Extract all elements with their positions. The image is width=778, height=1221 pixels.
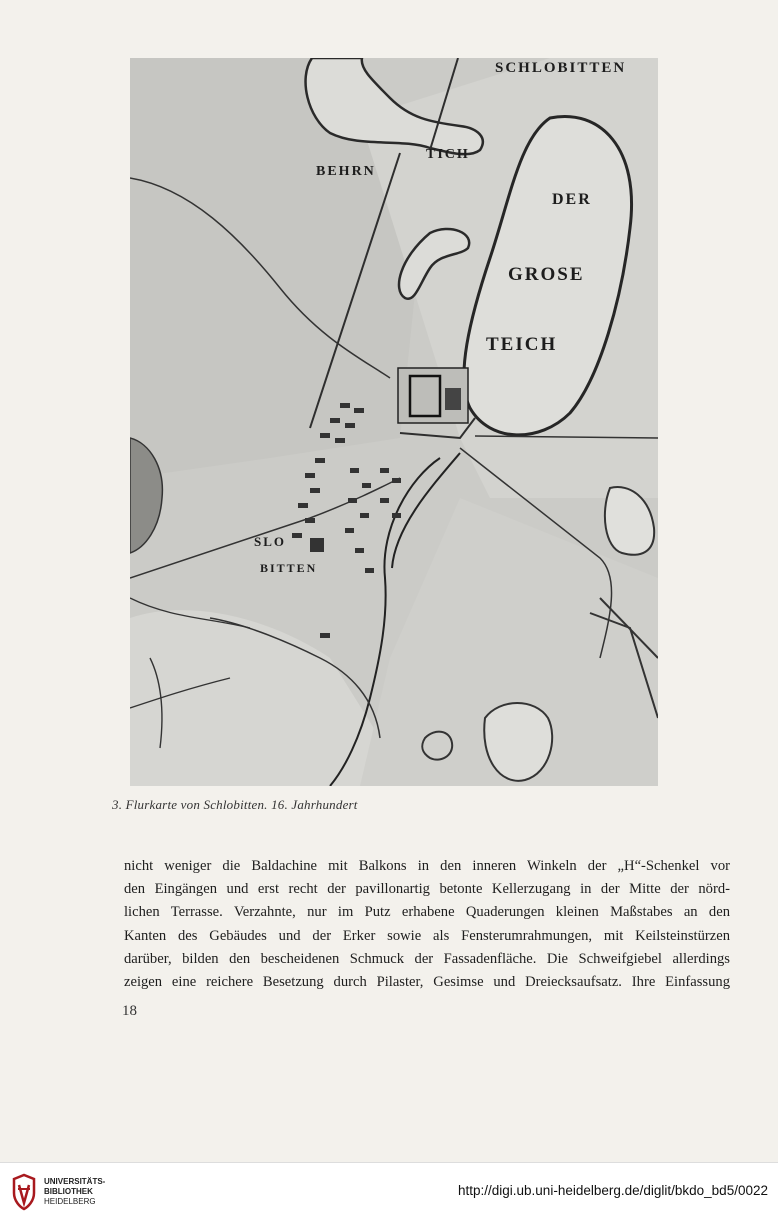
library-name[interactable] [44,1177,105,1207]
historic-field-map [130,58,658,786]
permalink-url[interactable]: http://digi.ub.uni-heidelberg.de/diglit/bkdo_bd5/0022 [458,1183,768,1198]
body-line: zeigen eine reichere Besetzung durch Pilaster, Gesimse und Dreiecksaufsatz. Ihre Einfassung [124,973,730,990]
body-line: darüber, bilden den bescheidenen Schmuck der Fassadenfläche. Die Schweifgiebel allerdings [124,950,730,967]
map-label-schlobitten: SCHLOBITTEN [495,60,627,76]
map-label-bitten: BITTEN [260,561,318,575]
map-label-slo: SLO [254,534,287,549]
university-library-logo-icon[interactable] [8,1173,40,1211]
map-label-behrn: BEHRN [316,164,376,179]
figure-caption: 3. Flurkarte von Schlobitten. 16. Jahrhundert [112,797,358,812]
library-name-line-3: HEIDELBERG [44,1197,96,1206]
body-paragraph [124,855,730,994]
map-label-der: DER [552,191,592,208]
body-line: den Eingängen und erst recht der pavillonartig betonte Kellerzugang in der Mitte der nörd- [124,881,730,898]
body-line: lichen Terrasse. Verzahnte, nur im Putz erhabene Quaderungen kleinen Maßstabes an den [124,904,730,921]
viewer-footer [0,1162,778,1221]
map-drawing [130,58,658,786]
library-name-line-2: BIBLIOTHEK [44,1187,93,1196]
map-label-grose: GROSE [508,264,585,285]
body-line: nicht weniger die Baldachine mit Balkons in den inneren Winkeln der „H“-Schenkel vor [124,858,730,874]
page-number: 18 [122,1003,137,1019]
map-label-tich: TICH [426,147,470,162]
library-name-line-1: UNIVERSITÄTS- [44,1177,106,1186]
map-label-teich: TEICH [486,334,558,355]
body-line: Kanten des Gebäudes und der Erker sowie als Fensterumrahmungen, mit Keilsteinstürzen [124,927,730,944]
